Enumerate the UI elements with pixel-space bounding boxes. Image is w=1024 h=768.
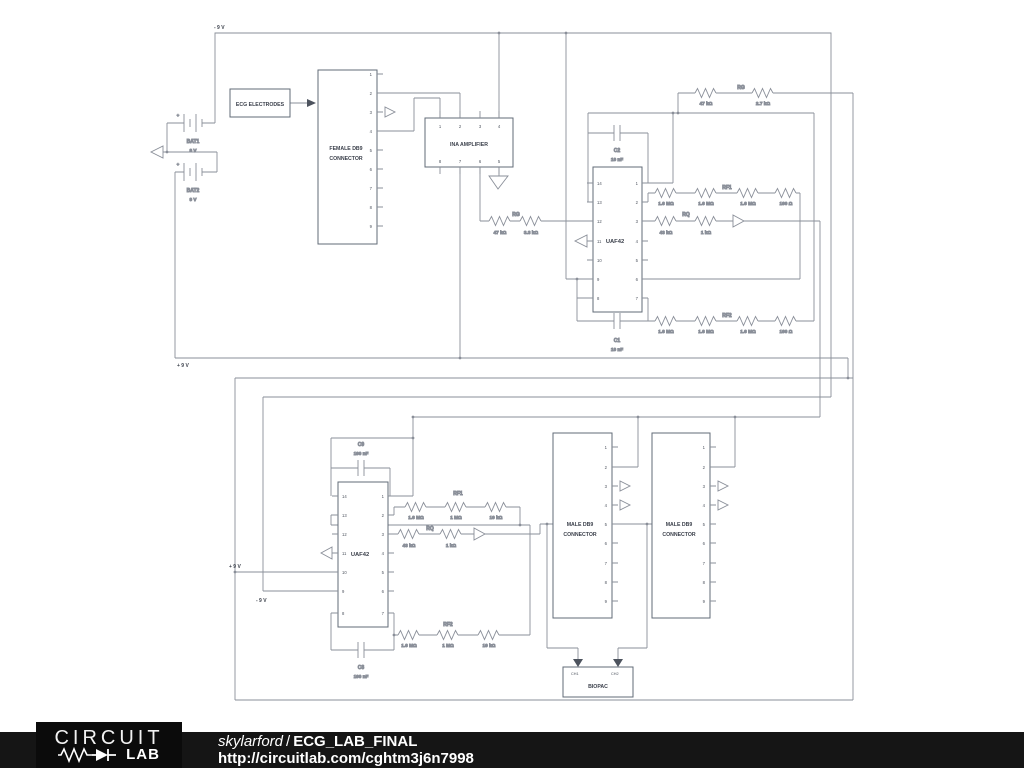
pin-number: 3 <box>635 219 638 224</box>
resistor-value: 47 kΩ <box>699 101 713 106</box>
resistor-value: 1 kΩ <box>700 230 712 235</box>
pin-number: 14 <box>597 181 602 186</box>
bat2-name-label: BAT2 <box>186 188 200 194</box>
pin-number: 8 <box>604 580 607 585</box>
pin-number: 13 <box>342 513 347 518</box>
c9-name-label: C9 <box>357 442 365 448</box>
pin-number: 9 <box>342 589 345 594</box>
rf2-upper-label: RF2 <box>722 313 732 319</box>
bat1-value-label: 9 V <box>189 148 197 153</box>
pin-number: 3 <box>604 484 607 489</box>
pin-number: 7 <box>369 186 372 191</box>
rf1-upper-resistors <box>655 185 796 206</box>
pin-number: 3 <box>702 484 705 489</box>
pin-number: 5 <box>635 258 638 263</box>
resistor-value: 1 MΩ <box>442 643 454 648</box>
bat2-plus-sign: + <box>176 162 180 167</box>
rq-upper-label: RQ <box>682 212 690 218</box>
credit-separator: / <box>286 733 291 750</box>
pin-number: 8 <box>597 296 600 301</box>
pin-number: 6 <box>604 541 607 546</box>
male-db9-right-label-2: CONNECTOR <box>662 532 696 538</box>
footer-credit <box>218 733 474 767</box>
female-db9-label-1: FEMALE DB9 <box>329 146 363 152</box>
net-arrow-left-icon <box>575 235 587 247</box>
pin-number: 9 <box>702 599 705 604</box>
bat1-plus-sign: + <box>176 113 180 118</box>
resistor-value: 1.6 MΩ <box>658 201 674 206</box>
resistor-value: 10 kΩ <box>482 643 496 648</box>
resistor-value: 47 kΩ <box>493 230 507 235</box>
bat2-value-label: 9 V <box>189 197 197 202</box>
battery-bat2 <box>177 162 202 202</box>
female-db9-label-2: CONNECTOR <box>329 156 363 162</box>
share-url[interactable]: http://circuitlab.com/cghtm3j6n7998 <box>218 750 474 767</box>
resistor-value: 1.6 MΩ <box>740 201 756 206</box>
uaf42-upper-chip <box>575 167 648 312</box>
pin-number: 8 <box>438 159 442 164</box>
pin-number: 5 <box>381 570 384 575</box>
c1-value-label: 10 nF <box>610 347 624 352</box>
c2-name-label: C2 <box>613 148 621 154</box>
ground-icon <box>489 176 508 189</box>
pin-number: 10 <box>342 570 347 575</box>
project-title: ECG_LAB_FINAL <box>293 733 418 750</box>
c8-name-label: C8 <box>357 665 365 671</box>
pin-number: 9 <box>369 224 372 229</box>
lower-section-wires <box>235 378 853 700</box>
male-db9-right-label-1: MALE DB9 <box>665 522 693 528</box>
resistor-value: 43 kΩ <box>402 543 416 548</box>
rf1-lower-resistors <box>405 491 506 520</box>
resistor-value: 1 kΩ <box>445 543 457 548</box>
biopac-label: BIOPAC <box>588 684 608 690</box>
battery-bat1 <box>177 113 202 153</box>
rf1-lower-label: RF1 <box>453 491 463 497</box>
rg-top-label: RG <box>737 85 745 91</box>
pin-number: 8 <box>702 580 705 585</box>
pin-number: 1 <box>369 72 372 77</box>
pin-number: 2 <box>369 91 372 96</box>
male-db9-left-label-2: CONNECTOR <box>563 532 597 538</box>
resistor-value: 2.7 kΩ <box>755 101 771 106</box>
pin-number: 7 <box>381 611 384 616</box>
capacitor-c1 <box>611 313 623 352</box>
c8-value-label: 100 nF <box>353 674 369 679</box>
pin-number: 14 <box>342 494 347 499</box>
capacitor-c9 <box>354 442 369 476</box>
ina-amplifier-label: INA AMPLIFIER <box>450 142 488 148</box>
resistor-value: 1.6 MΩ <box>698 201 714 206</box>
resistor-value: 10 kΩ <box>489 515 503 520</box>
author-name: skylarford <box>218 733 284 750</box>
biopac-box <box>563 659 633 697</box>
pin-number: 6 <box>702 541 705 546</box>
pin-number: 10 <box>597 258 602 263</box>
c2-value-label: 10 nF <box>610 157 624 162</box>
resistor-value: 1.6 MΩ <box>740 329 756 334</box>
resistor-value: 1.6 MΩ <box>401 643 417 648</box>
male-db9-connector-right <box>652 433 728 618</box>
pin-number: 4 <box>497 124 501 129</box>
pin-number: 7 <box>635 296 638 301</box>
pin-number: 5 <box>604 522 607 527</box>
net-arrow-right-icon <box>718 500 728 510</box>
rq-upper-resistors <box>655 212 744 235</box>
pin-number: 9 <box>597 277 600 282</box>
c9-value-label: 100 nF <box>353 451 369 456</box>
capacitor-c2 <box>611 125 623 162</box>
net-arrow-right-icon <box>718 481 728 491</box>
pin-number: 1 <box>702 445 705 450</box>
pin-number: 5 <box>369 148 372 153</box>
pin-number: 6 <box>369 167 372 172</box>
rg-input-resistors <box>489 212 541 235</box>
pin-number: 1 <box>604 445 607 450</box>
pin-number: 9 <box>604 599 607 604</box>
pin-number: 5 <box>702 522 705 527</box>
female-db9-connector <box>318 70 395 244</box>
resistor-value: 100 Ω <box>779 329 793 334</box>
pin-number: 7 <box>702 561 705 566</box>
resistor-diode-icon <box>58 747 124 763</box>
resistor-value: 1.6 MΩ <box>658 329 674 334</box>
pos9v-lower-label: + 9 V <box>229 564 241 570</box>
rq-lower-resistors <box>398 526 485 548</box>
pin-number: 3 <box>369 110 372 115</box>
rf2-lower-label: RF2 <box>443 622 453 628</box>
pin-number: 11 <box>597 239 602 244</box>
ecg-electrodes-label: ECG ELECTRODES <box>235 102 285 108</box>
resistor-value: 1.6 MΩ <box>408 515 424 520</box>
biopac-ch2-label: CH2 <box>611 672 619 676</box>
pin-number: 11 <box>342 551 347 556</box>
pin-number: 4 <box>369 129 372 134</box>
pin-number: 8 <box>342 611 345 616</box>
ina-amplifier <box>425 111 513 189</box>
neg9v-lower-label: - 9 V <box>256 598 267 604</box>
pin-number: 6 <box>635 277 638 282</box>
logo-lab-text: LAB <box>126 746 160 763</box>
net-arrow-right-icon <box>620 481 630 491</box>
pin-number: 2 <box>604 465 607 470</box>
uaf42-upper-label: UAF42 <box>605 239 625 245</box>
pin-number: 12 <box>597 219 602 224</box>
net-arrow-left-icon <box>321 547 332 559</box>
resistor-value: 43 kΩ <box>659 230 673 235</box>
rf1-upper-label: RF1 <box>722 185 732 191</box>
rf2-upper-resistors <box>655 313 796 334</box>
pin-number: 1 <box>381 494 384 499</box>
pin-number: 4 <box>702 503 705 508</box>
pin-number: 1 <box>438 124 442 129</box>
pin-number: 4 <box>635 239 638 244</box>
pin-number: 2 <box>635 200 638 205</box>
resistor-value: 100 Ω <box>779 201 793 206</box>
pin-number: 13 <box>597 200 602 205</box>
male-db9-left-label-1: MALE DB9 <box>566 522 594 528</box>
pin-number: 4 <box>604 503 607 508</box>
buffer-arrow-icon <box>474 528 485 540</box>
signal-arrowhead-icon <box>573 659 583 667</box>
pin-number: 1 <box>635 181 638 186</box>
circuitlab-logo <box>36 722 182 768</box>
pin-number: 3 <box>381 532 384 537</box>
male-db9-connector-left <box>553 433 630 618</box>
pos9v-top-label: + 9 V <box>177 363 189 369</box>
pin-number: 8 <box>369 205 372 210</box>
resistor-value: 1 MΩ <box>450 515 462 520</box>
rf2-lower-resistors <box>398 622 499 648</box>
pin-number: 5 <box>497 159 501 164</box>
pin-number: 6 <box>381 589 384 594</box>
pin-number: 7 <box>604 561 607 566</box>
c1-name-label: C1 <box>613 338 621 344</box>
uaf42-lower-label: UAF42 <box>350 552 370 558</box>
signal-arrowhead-icon <box>613 659 623 667</box>
buffer-arrow-icon <box>733 215 744 227</box>
bat1-name-label: BAT1 <box>186 139 200 145</box>
rg-input-label: RG <box>512 212 520 218</box>
pin-number: 6 <box>478 159 482 164</box>
biopac-ch1-label: CH1 <box>571 672 579 676</box>
capacitor-c8 <box>354 642 369 679</box>
rq-lower-label: RQ <box>426 526 434 532</box>
pin-number: 4 <box>381 551 384 556</box>
pin-number: 7 <box>458 159 462 164</box>
net-arrow-left-icon <box>151 146 163 158</box>
net-arrow-right-icon <box>620 500 630 510</box>
pin-number: 3 <box>478 124 482 129</box>
rg-top-resistors <box>695 85 773 106</box>
pin-number: 2 <box>381 513 384 518</box>
pin-number: 2 <box>458 124 462 129</box>
pin-number: 12 <box>342 532 347 537</box>
logo-circuit-text: CIRCUIT <box>54 726 164 749</box>
net-arrow-right-icon <box>385 107 395 117</box>
pin-number: 2 <box>702 465 705 470</box>
neg9v-top-label: - 9 V <box>214 25 225 31</box>
resistor-value: 1.6 MΩ <box>698 329 714 334</box>
resistor-value: 3.3 kΩ <box>523 230 539 235</box>
uaf42-lower-chip <box>321 482 394 627</box>
signal-arrowhead-icon <box>307 99 316 107</box>
